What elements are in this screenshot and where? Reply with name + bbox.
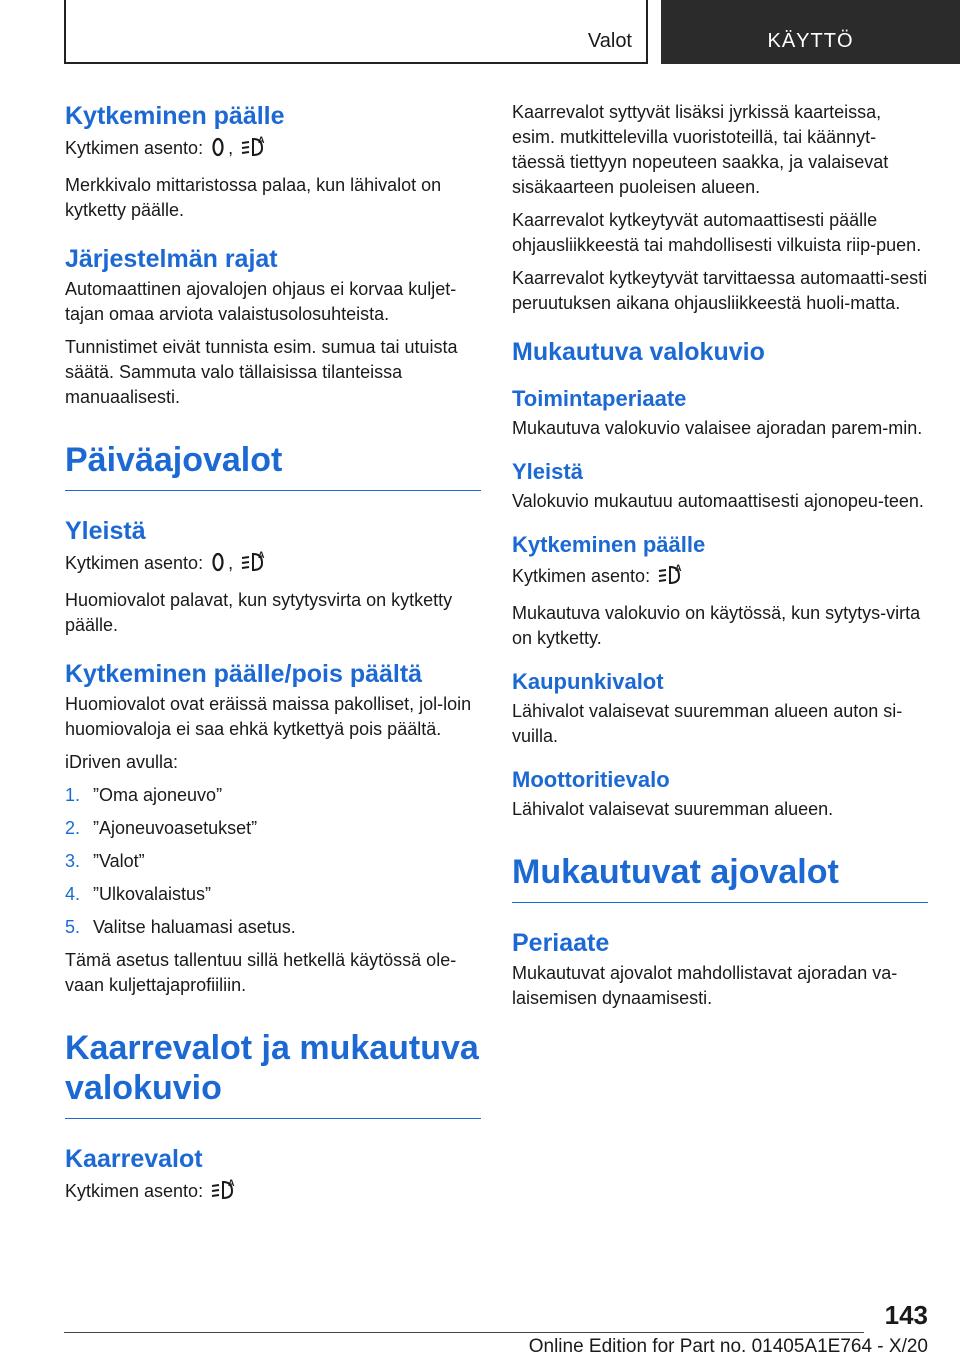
- section-heading-kaarrevalot-mukautuva-valokuvio: Kaarrevalot ja mukautuva valokuvio: [65, 1028, 481, 1119]
- svg-text:A: A: [675, 563, 682, 573]
- right-column: [512, 100, 928, 1019]
- paragraph: Mukautuva valokuvio valaisee ajoradan parem-min.: [512, 418, 923, 438]
- automatic-headlight-icon: [210, 1177, 238, 1208]
- paragraph: Mukautuvat ajovalot mahdollistavat ajoradan va-laisemisen dynaamisesti.: [512, 963, 898, 1008]
- list-item: 4. ”Ulkovalaistus”: [65, 884, 212, 904]
- header-section-title: Valot: [587, 30, 632, 52]
- header-chapter-title: KÄYTTÖ: [767, 30, 854, 52]
- paragraph: Kaarrevalot kytkeytyvät automaattisesti päälle ohjausliikkeestä tai mahdollisesti vilkuista riip-puen.: [512, 210, 922, 255]
- list-item: 1. ”Oma ajoneuvo”: [65, 785, 223, 805]
- left-column: [65, 100, 481, 1216]
- automatic-headlight-icon: [657, 562, 685, 593]
- heading-yleista: Yleistä: [65, 517, 146, 545]
- switch-position-zero-icon: [210, 551, 226, 580]
- paragraph: Lähivalot valaisevat suuremman alueen auton si-vuilla.: [512, 701, 903, 746]
- switch-position-line: [65, 549, 481, 580]
- heading-jarjestelman-rajat: Järjestelmän rajat: [65, 245, 278, 273]
- switch-position-line: [65, 1177, 481, 1208]
- automatic-headlight-icon: [240, 134, 268, 165]
- paragraph: Huomiovalot ovat eräissä maissa pakolliset, jol-loin huomiovaloja ei saa ehkä kytkettyä pois päältä.: [65, 694, 472, 739]
- switch-position-label: Kytkimen asento:: [65, 138, 204, 158]
- paragraph: Valokuvio mukautuu automaattisesti ajonopeu-teen.: [512, 491, 924, 511]
- heading-kaarrevalot: Kaarrevalot: [65, 1145, 203, 1173]
- list-item: 2. ”Ajoneuvoasetukset”: [65, 818, 258, 838]
- automatic-headlight-icon: [240, 549, 268, 580]
- footer-edition-text: Online Edition for Part no. 01405A1E764 - X/20: [528, 1336, 928, 1357]
- paragraph: Kaarrevalot kytkeytyvät tarvittaessa automaatti-sesti peruutuksen aikana ohjausliikkeestä huoli-matta.: [512, 268, 928, 313]
- switch-separator: ,: [228, 138, 234, 158]
- section-heading-mukautuvat-ajovalot: Mukautuvat ajovalot: [512, 852, 928, 903]
- subheading-kaupunkivalot: Kaupunkivalot: [512, 669, 664, 694]
- heading-mukautuva-valokuvio: Mukautuva valokuvio: [512, 338, 765, 366]
- svg-text:A: A: [258, 550, 265, 560]
- subheading-toimintaperiaate: Toimintaperiaate: [512, 386, 687, 411]
- paragraph: Merkkivalo mittaristossa palaa, kun lähivalot on kytketty päälle.: [65, 175, 442, 220]
- switch-position-zero-icon: [210, 136, 226, 165]
- svg-text:A: A: [228, 1178, 235, 1188]
- switch-position-label: Kytkimen asento:: [65, 1181, 204, 1201]
- list-item: 5. Valitse haluamasi asetus.: [65, 917, 296, 937]
- footer-divider: [64, 1332, 864, 1333]
- header-chapter-tab: [661, 0, 960, 64]
- paragraph: Kaarrevalot syttyvät lisäksi jyrkissä kaarteissa, esim. mutkittelevilla vuoristoteillä, tai käännyt-täessä tiettyyn nopeuteen saakka, ja valaisevat sisäkaarteen puoleisen alueen.: [512, 102, 889, 197]
- svg-text:A: A: [258, 135, 265, 145]
- idrive-steps-list: [65, 783, 481, 940]
- paragraph: Automaattinen ajovalojen ohjaus ei korvaa kuljet-tajan omaa arviota valaistusolosuhteista.: [65, 279, 457, 324]
- switch-position-line: [65, 134, 481, 165]
- list-item: 3. ”Valot”: [65, 851, 145, 871]
- header-section-box: [64, 0, 648, 64]
- switch-position-line: [512, 562, 928, 593]
- subheading-kytkeminen-paalle: Kytkeminen päälle: [512, 532, 706, 557]
- paragraph: Huomiovalot palavat, kun sytytysvirta on kytketty päälle.: [65, 590, 453, 635]
- subheading-yleista: Yleistä: [512, 459, 583, 484]
- heading-kytkeminen-paalle: Kytkeminen päälle: [65, 102, 285, 130]
- heading-kytkeminen-paalle-pois-paalta: Kytkeminen päälle/pois päältä: [65, 660, 423, 688]
- switch-position-label: Kytkimen asento:: [65, 553, 204, 573]
- paragraph: Lähivalot valaisevat suuremman alueen.: [512, 799, 834, 819]
- paragraph: iDriven avulla:: [65, 752, 179, 772]
- heading-periaate: Periaate: [512, 929, 610, 957]
- page-number: 143: [884, 1300, 928, 1330]
- switch-position-label: Kytkimen asento:: [512, 566, 651, 586]
- switch-separator: ,: [228, 553, 234, 573]
- subheading-moottoritievalo: Moottoritievalo: [512, 767, 670, 792]
- section-heading-paivaajovalot: Päiväajovalot: [65, 440, 481, 491]
- paragraph: Tämä asetus tallentuu sillä hetkellä käytössä ole-vaan kuljettajaprofiiliin.: [65, 950, 457, 995]
- paragraph: Tunnistimet eivät tunnista esim. sumua tai utuista säätä. Sammuta valo tällaisissa tilanteissa manuaalisesti.: [65, 337, 458, 407]
- paragraph: Mukautuva valokuvio on käytössä, kun sytytys-virta on kytketty.: [512, 603, 921, 648]
